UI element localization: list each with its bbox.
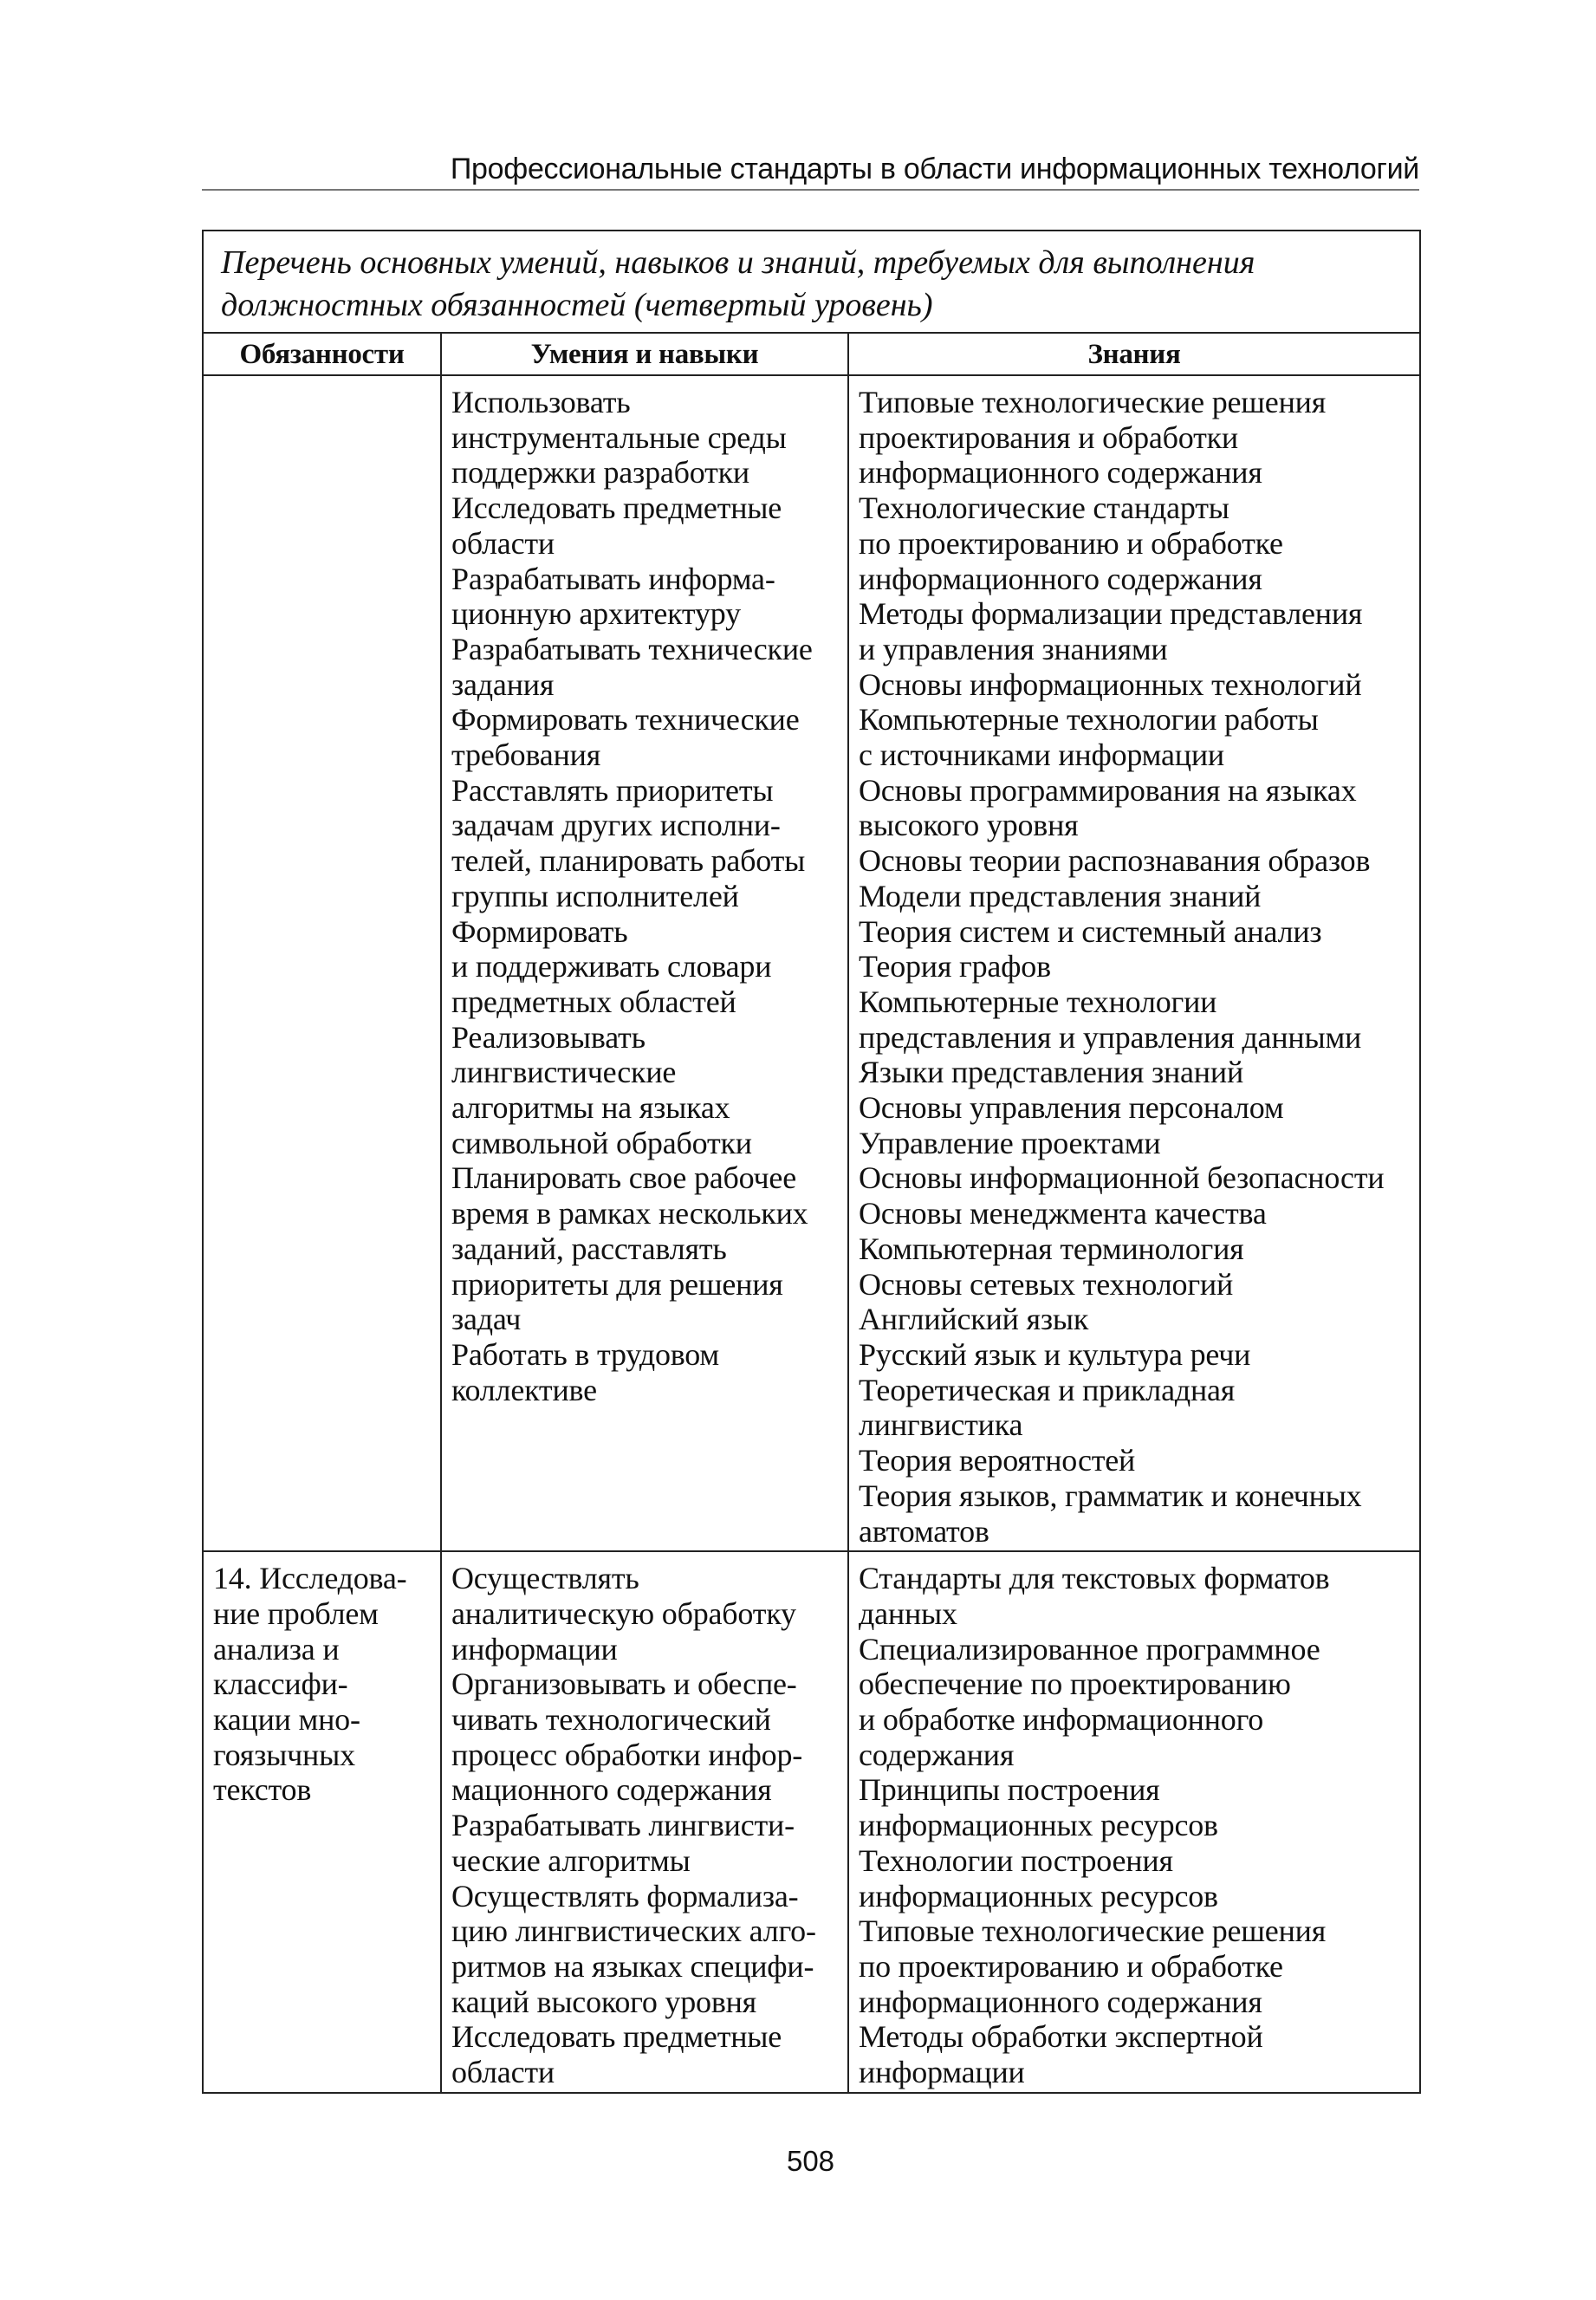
table-caption — [203, 231, 1420, 333]
cell-text-line: Управление проектами — [859, 1125, 1161, 1160]
cell-text-line: телей, планировать работы — [451, 843, 806, 879]
cell-text-line: Компьютерные технологии — [859, 984, 1217, 1019]
cell-text-line: проектирования и обработки — [859, 419, 1238, 455]
cell-text-line: чивать технологический — [451, 1702, 771, 1738]
cell-text-line: Работать в трудовом — [451, 1336, 720, 1372]
cell-text-line: Теория систем и системный анализ — [859, 913, 1322, 949]
cell-text-line: Основы теории распознавания образов — [859, 843, 1371, 879]
column-header-skills: Умения и навыки — [441, 333, 848, 375]
cell-text-line: процесс обработки инфор- — [451, 1737, 803, 1772]
cell-text-line: информационного содержания — [859, 561, 1262, 596]
cell-text-line: Основы информационной безопасности — [859, 1160, 1385, 1196]
cell-text-line: задач — [451, 1302, 522, 1337]
cell-text-line: с источниками информации — [859, 737, 1224, 773]
cell-text-line: предметных областей — [451, 984, 736, 1019]
cell-text-line: инструментальные среды — [451, 419, 787, 455]
cell-text-line: Теория языков, грамматик и конечных — [859, 1478, 1362, 1513]
cell-text-line: Методы формализации представления — [859, 596, 1363, 632]
cell-text-line: ритмов на языках специфи- — [451, 1948, 814, 1984]
cell-text-line: информационных ресурсов — [859, 1808, 1218, 1843]
cell-text-line: области — [451, 2055, 555, 2090]
cell-text-line: Формировать технические — [451, 702, 800, 737]
cell-text-line: Модели представления знаний — [859, 878, 1262, 913]
cell-text-line: символьной обработки — [451, 1125, 752, 1160]
cell-text-line: и обработке информационного — [859, 1702, 1264, 1738]
cell-text-line: лингвистические — [451, 1055, 677, 1090]
skills-cell — [441, 375, 848, 1551]
cell-text-line: Основы программирования на языках — [859, 772, 1357, 808]
cell-text-line: информации — [451, 1631, 618, 1667]
cell-text-line: ционную архитектуру — [451, 596, 741, 632]
cell-text-line: Основы сетевых технологий — [859, 1266, 1234, 1302]
cell-text-line: Компьютерные технологии работы — [859, 702, 1319, 737]
cell-text-line: Теория графов — [859, 949, 1051, 984]
table-row — [203, 375, 1420, 1551]
cell-text-line: высокого уровня — [859, 808, 1079, 843]
cell-text-line: Типовые технологические решения — [859, 385, 1327, 419]
cell-text-line: кации мно- — [213, 1702, 360, 1738]
knowledge-cell — [848, 375, 1420, 1551]
cell-text-line: информации — [859, 2055, 1025, 2090]
cell-text-line: анализа и — [213, 1631, 340, 1667]
cell-text-line: цию лингвистических алго- — [451, 1913, 816, 1949]
cell-text-line: Разрабатывать технические — [451, 631, 813, 666]
cell-text-line: ческие алгоритмы — [451, 1842, 691, 1878]
cell-text-line: поддержки разработки — [451, 455, 749, 491]
cell-text-line: группы исполнителей — [451, 878, 739, 913]
cell-text-line: коллективе — [451, 1372, 597, 1407]
cell-text-line: приоритеты для решения — [451, 1266, 783, 1302]
cell-text-line: Типовые технологические решения — [859, 1913, 1327, 1949]
skills-cell — [441, 1551, 848, 2093]
cell-text-line: Организовывать и обеспе- — [451, 1667, 797, 1702]
cell-text-line: лингвистика — [859, 1407, 1023, 1443]
cell-text-line: текстов — [213, 1772, 312, 1808]
cell-text-line: классифи- — [213, 1667, 348, 1702]
cell-text-line: Использовать — [451, 385, 631, 419]
cell-text-line: гоязычных — [213, 1737, 355, 1772]
cell-text-line: и управления знаниями — [859, 631, 1168, 666]
cell-text-line: информационного содержания — [859, 455, 1262, 491]
cell-text-line: алгоритмы на языках — [451, 1090, 730, 1126]
cell-text-line: требования — [451, 737, 601, 773]
cell-text-line: представления и управления данными — [859, 1019, 1362, 1055]
cell-text-line: Основы управления персоналом — [859, 1090, 1284, 1126]
cell-text-line: Стандарты для текстовых форматов — [859, 1561, 1330, 1596]
cell-text-line: информационных ресурсов — [859, 1878, 1218, 1913]
cell-text-line: Теория вероятностей — [859, 1443, 1136, 1478]
table-row — [203, 1551, 1420, 2093]
cell-text-line: содержания — [859, 1737, 1015, 1772]
cell-text-line: по проектированию и обработке — [859, 1948, 1283, 1984]
cell-text-line: Специализированное программное — [859, 1631, 1320, 1667]
cell-text-line: аналитическую обработку — [451, 1595, 796, 1631]
cell-text-line: Компьютерная терминология — [859, 1231, 1244, 1266]
cell-text-line: Технологические стандарты — [859, 491, 1229, 526]
column-header-knowledge: Знания — [848, 333, 1420, 375]
cell-text-line: задачам других исполни- — [451, 808, 781, 843]
cell-text-line: 14. Исследова- — [213, 1561, 407, 1596]
cell-text-line: Исследовать предметные — [451, 491, 782, 526]
cell-text-line: Методы обработки экспертной — [859, 2019, 1263, 2055]
duties-cell — [203, 375, 441, 1551]
cell-text-line: Осуществлять — [451, 1561, 639, 1596]
cell-text-line: Основы менеджмента качества — [859, 1196, 1267, 1231]
cell-text-line: ние проблем — [213, 1595, 379, 1631]
duties-cell — [203, 1551, 441, 2093]
cell-text-line: и поддерживать словари — [451, 949, 772, 984]
cell-text-line: Языки представления знаний — [859, 1055, 1244, 1090]
cell-text-line: время в рамках нескольких — [451, 1196, 808, 1231]
cell-text-line: Русский язык и культура речи — [859, 1336, 1251, 1372]
cell-text-line: Технологии построения — [859, 1842, 1173, 1878]
cell-text-line: Планировать свое рабочее — [451, 1160, 796, 1196]
cell-text-line: Теоретическая и прикладная — [859, 1372, 1236, 1407]
running-head: Профессиональные стандарты в области информационных технологий — [450, 153, 1419, 185]
cell-text-line: каций высокого уровня — [451, 1984, 757, 2019]
cell-text-line: информационного содержания — [859, 1984, 1262, 2019]
cell-text-line: Принципы построения — [859, 1772, 1160, 1808]
cell-text-line: по проектированию и обработке — [859, 525, 1283, 561]
cell-text-line: Расставлять приоритеты — [451, 772, 774, 808]
cell-text-line: Основы информационных технологий — [859, 666, 1362, 702]
competency-table — [202, 230, 1421, 2094]
caption-line: должностных обязанностей (четвертый уровень) — [221, 287, 933, 323]
cell-text-line: Английский язык — [859, 1302, 1089, 1337]
cell-text-line: Реализовывать — [451, 1019, 646, 1055]
column-header-duties: Обязанности — [203, 333, 441, 375]
header-row — [203, 333, 1420, 375]
cell-text-line: Разрабатывать информа- — [451, 561, 775, 596]
caption-row — [203, 231, 1420, 333]
cell-text-line: области — [451, 525, 555, 561]
knowledge-cell — [848, 1551, 1420, 2093]
page-number: 508 — [786, 2145, 835, 2177]
cell-text-line: обеспечение по проектированию — [859, 1667, 1291, 1702]
cell-text-line: данных — [859, 1595, 957, 1631]
cell-text-line: Формировать — [451, 913, 628, 949]
caption-line: Перечень основных умений, навыков и знаний, требуемых для выполнения — [221, 244, 1255, 281]
cell-text-line: мационного содержания — [451, 1772, 772, 1808]
cell-text-line: Исследовать предметные — [451, 2019, 782, 2055]
cell-text-line: заданий, расставлять — [451, 1231, 727, 1266]
cell-text-line: Разрабатывать лингвисти- — [451, 1808, 795, 1843]
header-rule — [202, 189, 1419, 191]
cell-text-line: автоматов — [859, 1513, 989, 1549]
cell-text-line: Осуществлять формализа- — [451, 1878, 799, 1913]
cell-text-line: задания — [451, 666, 555, 702]
